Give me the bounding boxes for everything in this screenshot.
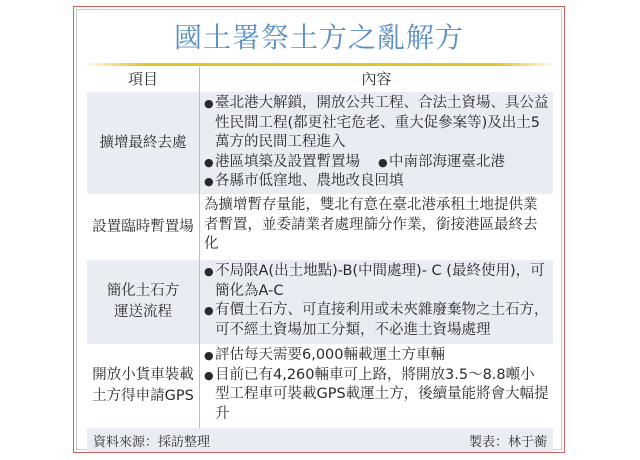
row-content bbox=[200, 92, 553, 194]
row-text: 為擴增暫存量能，雙北有意在臺北港承租土地提供業者暫置，並委請業者處理篩分作業，銜接港區最終去化 bbox=[204, 197, 538, 252]
bullet-item: ●不局限A(出土地點)-B(中間處理)- C (最終使用)，可簡化為A-C bbox=[204, 263, 545, 299]
table-header-row bbox=[87, 67, 553, 92]
row-content bbox=[200, 344, 553, 428]
bullet-icon: ● bbox=[378, 155, 388, 169]
row-content bbox=[200, 194, 553, 260]
bullet-icon: ● bbox=[204, 175, 214, 188]
bullet-icon: ● bbox=[204, 97, 214, 110]
bullet-item: ●評估每天需要6,000輛載運土方車輛 bbox=[204, 346, 549, 366]
solutions-table bbox=[87, 67, 553, 428]
table-row bbox=[87, 344, 553, 428]
bullet-icon: ● bbox=[204, 265, 214, 278]
bullet-icon: ● bbox=[204, 304, 214, 317]
bullet-icon: ● bbox=[204, 155, 214, 169]
bullet-item: ●目前已有4,260輛車可上路，將開放3.5～8.8噸小型工程車可裝載GPS載運土方，後續量能將會大幅提升 bbox=[204, 366, 549, 422]
bullet-item: ●各縣市低窪地、農地改良回填 bbox=[204, 172, 549, 192]
header-item: 項目 bbox=[87, 67, 200, 92]
bullet-item: ●臺北港大解鎖，開放公共工程、合法土資場、具公益性民間工程(都更社宅危老、重大促參案等)及出土5萬方的民間工程進入 bbox=[204, 95, 549, 150]
row-item-label: 設置臨時暫置場 bbox=[87, 194, 200, 260]
header-content: 內容 bbox=[361, 70, 392, 88]
bullet-item: ●有價土石方、可直接利用或未夾雜廢棄物之土石方，可不經土資場加工分類，不必進土資場處理 bbox=[204, 302, 549, 338]
infographic-frame bbox=[73, 6, 565, 453]
bullet-icon: ● bbox=[204, 349, 214, 362]
source-credit: 資料來源：採訪整理 bbox=[93, 434, 211, 450]
page-title: 國土署祭土方之亂解方 bbox=[173, 21, 464, 54]
infographic-inner bbox=[76, 9, 562, 450]
row-item-label: 開放小貨車裝載 土方得申請GPS bbox=[87, 344, 200, 428]
row-item-label: 簡化土石方 運送流程 bbox=[87, 260, 200, 344]
row-item-label: 擴增最終去處 bbox=[87, 92, 200, 194]
table-row bbox=[87, 194, 553, 260]
title-underline bbox=[87, 63, 553, 66]
table-row bbox=[87, 92, 553, 194]
bullet-item: ●港區填築及設置暫置場 ●中南部海運臺北港 bbox=[204, 153, 549, 173]
footer-bar bbox=[87, 428, 553, 452]
bullet-icon: ● bbox=[204, 368, 214, 382]
table-row bbox=[87, 260, 553, 344]
row-content bbox=[200, 260, 553, 344]
author-credit: 製表：林于蘅 bbox=[468, 434, 547, 450]
